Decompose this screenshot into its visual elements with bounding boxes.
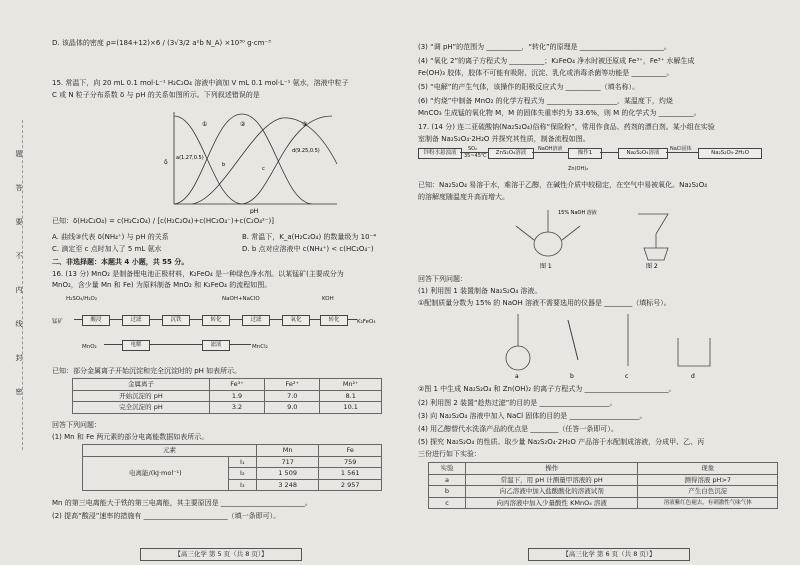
table-cell: I₂	[228, 468, 256, 480]
table-cell: 开始沉淀的 pH	[73, 390, 210, 402]
reagent-label: NaOH溶液	[538, 146, 563, 152]
table-cell: 1 561	[319, 468, 382, 480]
point-label: a(1.27,0.5)	[176, 155, 204, 161]
beaker-icon	[678, 338, 710, 366]
table-cell: 3 248	[256, 479, 319, 491]
text-line: (1) Mn 和 Fe 两元素的部分电离能数据如表所示。	[52, 433, 209, 441]
flow-arrow	[149, 319, 162, 320]
table-cell: 1.9	[209, 390, 264, 402]
text-line: (5) 探究 Na₂S₂O₄ 的性质。取少量 Na₂S₂O₄·2H₂O 产品溶于水配制成溶液，分成甲、乙、丙	[418, 438, 705, 446]
text-line: 已知：Na₂S₂O₄ 易溶于水，难溶于乙醇，在碱性介质中较稳定，在空气中易被氧化。Na₂S₂O₄	[418, 181, 708, 189]
flow-arrow	[149, 344, 202, 345]
text-line: D. 该晶体的密度 ρ=(184+12)×6 / (3√3/2 a²b N_A) ×10³⁰ g·cm⁻³	[52, 39, 271, 47]
text-line: C 或 N 粒子分布系数 δ 与 pH 的关系如图所示。下列叙述错误的是	[52, 91, 260, 99]
curve-label: ①	[202, 121, 208, 128]
table-header: 元素	[83, 445, 257, 457]
option-b: B. 常温下，K_a(H₂C₂O₄) 的数量级为 10⁻⁴	[242, 233, 377, 241]
curve-3	[242, 116, 332, 204]
instrument-label: c	[625, 373, 629, 380]
table-cell: 759	[319, 456, 382, 468]
table-header: Mn²⁺	[320, 379, 382, 391]
volumetric-flask-icon	[506, 346, 530, 370]
flow-step: 酸浸	[82, 315, 110, 326]
text-line: 已知：δ(H₂C₂O₄) = c(H₂C₂O₄) / [c(H₂C₂O₄)+c(HC₂O₄⁻)+c(C₂O₄²⁻)]	[52, 217, 275, 225]
curve-label: ③	[302, 121, 308, 128]
text-line: (5) “电解”的产生气体，该操作的阳极反应式为 __________（填名称）。	[418, 83, 640, 91]
point-label: b	[222, 162, 226, 168]
ionization-table	[82, 444, 382, 491]
table-cell: I₁	[228, 456, 256, 468]
x-axis-label: pH	[250, 208, 259, 214]
side-label: 封	[15, 354, 23, 361]
side-label: 题	[15, 150, 23, 157]
table-cell: 溶液紫红色褪去，有刺激性气味气体	[638, 497, 778, 509]
table-cell: 717	[256, 456, 319, 468]
text-line: 的溶解度随温度升高而增大。	[418, 193, 509, 201]
option-a: A. 曲线③代表 δ(NH₄⁺) 与 pH 的关系	[52, 233, 169, 241]
text-line: 回答下列问题：	[52, 421, 101, 429]
flow-node: K₂FeO₄	[357, 319, 376, 325]
text-line: (3) “调 pH”的范围为 __________，“转化”的原理是 ________________________。	[418, 43, 671, 51]
text-line: MnO₂，含少量 Mn 和 Fe) 为原料制备 MnO₂ 和 K₂FeO₄ 的流程如图。	[52, 281, 272, 289]
table-header: Fe	[319, 445, 382, 457]
table-cell: a	[429, 474, 466, 486]
right-page	[418, 20, 793, 552]
y-axis-label: δ	[164, 159, 168, 166]
seal-line	[22, 120, 23, 450]
table-cell: 7.0	[265, 390, 320, 402]
text-line: 已知：部分金属离子开始沉淀和完全沉淀时的 pH 如表所示。	[52, 367, 242, 375]
figure-label: 15% NaOH 溶液	[558, 210, 597, 216]
table-cell: 产生白色沉淀	[638, 486, 778, 498]
table-cell: c	[429, 497, 466, 509]
left-page	[52, 20, 427, 552]
table-cell: 完全沉淀的 pH	[73, 402, 210, 414]
text-line: 三份进行如下实验：	[418, 450, 481, 458]
table-cell: 3.2	[209, 402, 264, 414]
text-line: ①配制质量分数为 15% 的 NaOH 溶液不需要选用的仪器是 ________（填标号）。	[418, 299, 671, 307]
table-cell: 2 957	[319, 479, 382, 491]
side-label: 线	[15, 320, 23, 327]
text-line: 室制备 Na₂S₂O₄·2H₂O 并探究其性质，制备流程如图。	[418, 135, 590, 143]
side-label: 要	[15, 218, 23, 225]
flow-step: 锌粉水悬浊液	[418, 148, 462, 159]
text-line: (6) “灼烧”中制备 MnO₂ 的化学方程式为 ____________________，某温度下，灼烧	[418, 97, 673, 105]
flow-step: 沉铁	[162, 315, 190, 326]
text-line: 回答下列问题：	[418, 275, 467, 283]
instrument-label: d	[691, 373, 695, 380]
flow-step: ZnS₂O₄溶液	[488, 148, 534, 159]
flow-arrow	[104, 344, 122, 345]
flow-step: 电解	[122, 340, 150, 351]
reagent-label: Zn(OH)₂	[568, 166, 589, 172]
flow-arrow	[309, 319, 320, 320]
flow-arrow	[460, 152, 488, 153]
text-line: MnCO₃ 生成锰的氧化物 M，M 的固体失重率约为 33.6%，则 M 的化学式为 __________。	[418, 109, 701, 117]
glass-rod-icon	[568, 320, 578, 360]
flow-arrow	[74, 319, 82, 320]
table-cell: 向乙溶液中加入盐酸酸化的溶液试剂	[466, 486, 638, 498]
flow-step: 过滤	[242, 315, 270, 326]
page-footer: 【高三化学 第 6 页（共 8 页）】	[528, 548, 690, 561]
point-label: d(9.25,0.5)	[292, 148, 320, 154]
flow-arrow	[600, 152, 618, 153]
text-line: (4) 用乙醇替代水洗涤产品的优点是 ________（任答一条即可）。	[418, 425, 618, 433]
table-header: 操作	[466, 463, 638, 475]
reagent-label: SO₂	[468, 146, 478, 152]
flow-node: MnO₂	[82, 344, 97, 350]
side-label: 不	[15, 252, 23, 259]
text-line: (2) 利用图 2 装置“趁热过滤”的目的是 ____________________。	[418, 399, 617, 407]
point-label: c	[262, 166, 265, 172]
text-line: (2) 提高“酸浸”速率的措施有 ________________________（填一条即可）。	[52, 512, 281, 520]
text-line: Mn 的第三电离能大于铁的第三电离能，其主要原因是 ________________________。	[52, 499, 312, 507]
tube	[516, 226, 534, 240]
side-label: 密	[15, 388, 23, 395]
table-cell: 1 509	[256, 468, 319, 480]
table-header: 实验	[429, 463, 466, 475]
flow-step: 滤液	[202, 340, 230, 351]
figure-caption: 图 1	[540, 263, 552, 270]
flow-step: 操作1	[568, 148, 602, 159]
instrument-figures	[498, 310, 738, 380]
apparatus-figures	[488, 204, 708, 272]
side-label: 内	[15, 286, 23, 293]
flow-step: Na₂S₂O₄·2H₂O	[698, 148, 762, 159]
flow-step: 转化	[202, 315, 230, 326]
flow-node: MnCl₂	[252, 344, 268, 350]
flow-step: 过滤	[122, 315, 150, 326]
flow-arrow	[347, 319, 357, 320]
table-header: Mn	[256, 445, 319, 457]
table-cell: 9.0	[265, 402, 320, 414]
side-label: 答	[15, 184, 23, 191]
flow-arrow	[666, 152, 698, 153]
text-line: ②图 1 中生成 Na₂S₂O₄ 和 Zn(OH)₂ 的离子方程式为 ________________________。	[418, 385, 676, 393]
text-line: (1) 利用图 1 装置制备 Na₂S₂O₄ 溶液。	[418, 287, 542, 295]
table-cell: 电离能/(kJ·mol⁻¹)	[83, 456, 229, 491]
table-cell: I₃	[228, 479, 256, 491]
figure-caption: 图 2	[646, 263, 658, 270]
flow-arrow	[229, 319, 242, 320]
reagent-label: H₂SO₄/H₂O₂	[66, 296, 98, 302]
reagent-label: NaCl固体	[670, 146, 692, 152]
text-line: (3) 向 Na₂S₂O₄ 溶液中加入 NaCl 固体的目的是 ____________________。	[418, 412, 647, 420]
question-15: 15. 常温下，向 20 mL 0.1 mol·L⁻¹ H₂C₂O₄ 溶液中滴加 V mL 0.1 mol·L⁻¹ 氨水，溶液中粒子	[52, 79, 349, 87]
text-line: (4) “氧化 2”的离子方程式为 __________；K₂FeO₄ 净水时被还原成 Fe³⁺，Fe³⁺ 水解生成	[418, 57, 695, 65]
flask-icon	[534, 232, 562, 256]
flow-arrow	[229, 344, 251, 345]
section-heading: 二、非选择题：本题共 4 小题，共 55 分。	[52, 258, 189, 266]
reagent-label: 35~45℃	[464, 153, 487, 159]
table-cell: b	[429, 486, 466, 498]
tube	[562, 226, 580, 240]
flow-step: Na₂S₂O₄溶液	[618, 148, 668, 159]
question-16: 16. (13 分) MnO₂ 是制备锂电池正极材料，K₂FeO₄ 是一种绿色净水剂。以某锰矿(主要成分为	[52, 270, 344, 278]
flow-step: 转化	[320, 315, 348, 326]
text-line: Fe(OH)₃ 胶体，胶体不可能有吸附、沉淀、乳化或消毒杀菌等功能是 __________。	[418, 69, 674, 77]
page-footer: 【高三化学 第 5 页（共 8 页）】	[140, 548, 302, 561]
table-cell: 10.1	[320, 402, 382, 414]
table-cell: 向丙溶液中加入少量酸性 KMnO₄ 溶液	[466, 497, 638, 509]
side-margin	[14, 150, 30, 422]
flow-arrow	[109, 319, 122, 320]
table-header: Fe³⁺	[209, 379, 264, 391]
experiment-table	[428, 462, 778, 509]
ph-table	[72, 378, 382, 414]
option-d: D. b 点对应溶液中 c(NH₄⁺) < c(HC₂O₄⁻)	[242, 245, 374, 253]
table-header: 金属离子	[73, 379, 210, 391]
flow-node: 锰矿	[52, 319, 64, 325]
flow-arrow	[269, 319, 282, 320]
table-cell: 8.1	[320, 390, 382, 402]
flow-step: 氧化	[282, 315, 310, 326]
reagent-label: KOH	[322, 296, 334, 302]
table-cell: 常温下，用 pH 计测量甲溶液的 pH	[466, 474, 638, 486]
table-header: 现象	[638, 463, 778, 475]
flow-arrow	[189, 319, 202, 320]
flask-icon	[644, 248, 668, 260]
flow-arrow	[532, 152, 568, 153]
question-17: 17. (14 分) 连二亚硫酸钠(Na₂S₂O₄)俗称“保险粉”，常用作食品、药剂的漂白剂。某小组在实验	[418, 123, 715, 131]
curve-label: ②	[240, 121, 246, 128]
table-cell: 测得溶液 pH>7	[638, 474, 778, 486]
instrument-label: a	[515, 373, 519, 380]
reagent-label: NaOH+NaClO	[222, 296, 260, 302]
distribution-plot	[162, 104, 342, 214]
table-header: Fe²⁺	[265, 379, 320, 391]
curve-nh4	[192, 118, 337, 204]
instrument-label: b	[570, 373, 574, 380]
option-c: C. 滴定至 c 点时加入了 5 mL 氨水	[52, 245, 162, 253]
funnel-icon	[638, 214, 668, 248]
